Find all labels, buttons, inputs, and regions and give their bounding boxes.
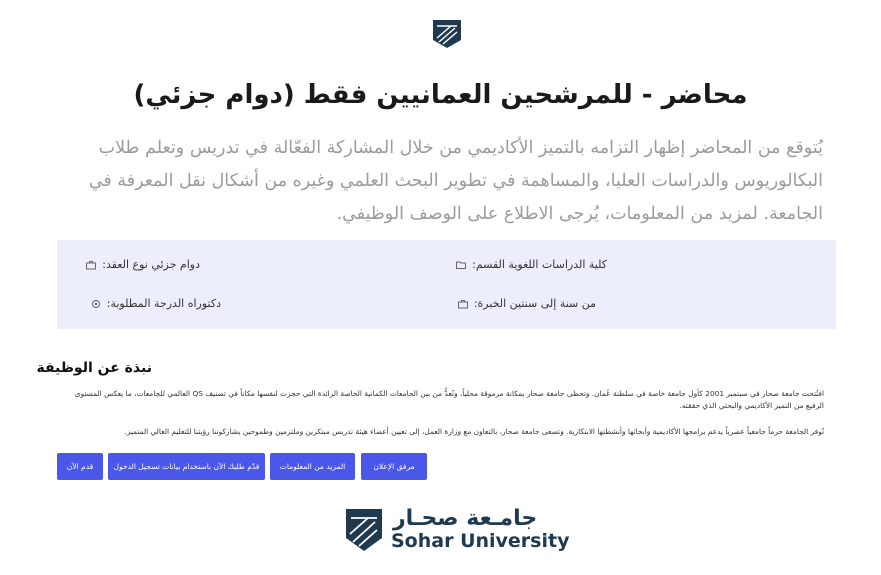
quick-apply-button[interactable]: قدّم طلبك الآن باستخدام بيانات تسجيل الدخول <box>108 453 265 480</box>
experience-label: من سنة إلى سنتين الخبرة: <box>473 297 596 310</box>
department-label: كلية الدراسات اللغوية القسم: <box>472 258 607 271</box>
about-job-heading: نبذة عن الوظيفة <box>36 360 152 376</box>
degree-info <box>91 297 221 310</box>
job-info-panel <box>57 240 836 329</box>
department-info <box>456 258 607 271</box>
briefcase-icon <box>86 260 96 270</box>
apply-now-button[interactable]: قدم الآن <box>57 453 103 480</box>
briefcase-icon <box>458 299 468 309</box>
folder-icon <box>456 260 466 270</box>
degree-label: دكتوراه الدرجة المطلوبة: <box>106 297 221 310</box>
attachment-button[interactable]: مرفق الإعلان <box>361 453 427 480</box>
more-info-button[interactable]: المزيد من المعلومات <box>270 453 355 480</box>
about-paragraph-1: افتُتحت جامعة صحار في سبتمبر 2001 كأول جامعة خاصة في سلطنة عُمان. وتحظى جامعة صحار بمكانة مرموقة محلياً، وتُعدُّ من بين الجامعات الكمانية الخاصة الرائدة التي حجزت لنفسها مكاناً في تصنيف QS العالمي للجامعات، ما يعكس المستوى الرفيع من التميز الأكاديمي والبحثي الذي حققته. <box>74 389 824 410</box>
settings-icon <box>91 299 101 309</box>
sohar-university-logo-icon <box>345 508 383 552</box>
about-paragraph-2: تُوفر الجامعة حرماً جامعياً عصرياً يدعم برامجها الأكاديمية وأبحاثها وأنشطتها الابتكارية. وتسعى جامعة صحار، بالتعاون مع وزارة العمل، إلى تعيين أعضاء هيئة تدريس مبتكرين وملتزمين وطموحين يشاركوننا رؤيتنا للتعليم العالي المتميز. <box>124 427 824 436</box>
university-logo-icon <box>431 18 463 50</box>
experience-info <box>458 297 596 310</box>
footer-brand-arabic: جامـعة صحـار <box>393 506 538 531</box>
job-intro-text: يُتوقع من المحاضر إظهار التزامه بالتميز الأكاديمي من خلال المشاركة الفعّالة في تدريس وتعلم طلاب البكالوريوس والدراسات العليا، والمساهمة في تطوير البحث العلمي وغيره من أشكال نقل المعرفة في الجامعة. لمزيد من المعلومات، يُرجى الاطلاع على الوصف الوظيفي. <box>88 138 823 224</box>
contract-type-label: دوام جزئي نوع العقد: <box>102 258 200 271</box>
footer-brand-english: Sohar University <box>391 530 570 552</box>
page-title: محاضر - للمرشحين العمانيين فقط (دوام جزئي) <box>133 80 748 110</box>
contract-type-info <box>86 258 200 271</box>
